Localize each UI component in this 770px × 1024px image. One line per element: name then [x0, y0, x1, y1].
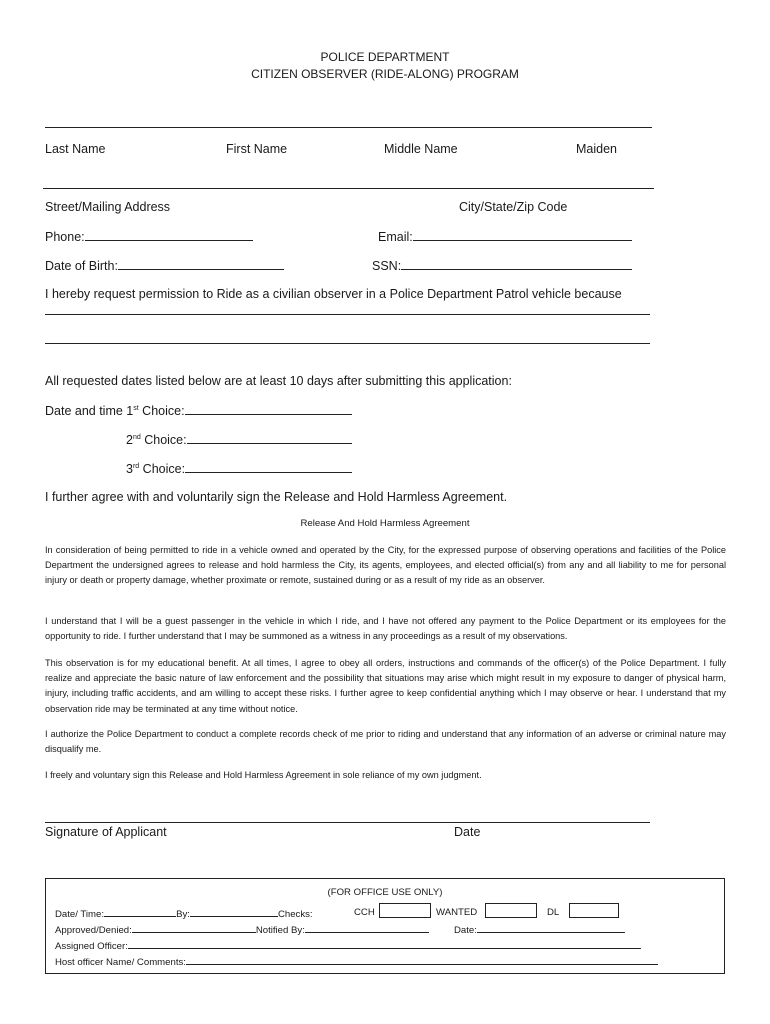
ssn-underline[interactable]: [401, 258, 632, 270]
middle-name-label: Middle Name: [384, 142, 458, 156]
office-cch-checkbox[interactable]: [379, 903, 431, 918]
choice-1-label: Choice:: [138, 404, 185, 418]
office-notified-underline[interactable]: [305, 923, 429, 933]
form-header-line2: CITIZEN OBSERVER (RIDE-ALONG) PROGRAM: [251, 67, 519, 81]
office-approved-underline[interactable]: [132, 923, 256, 933]
ssn-label: SSN:: [372, 259, 402, 273]
email-field[interactable]: [378, 229, 632, 244]
ssn-field[interactable]: [372, 258, 632, 273]
choice-3-label: Choice:: [139, 462, 186, 476]
phone-underline[interactable]: [85, 229, 253, 241]
request-statement: I hereby request permission to Ride as a civilian observer in a Police Department Patrol vehicle because: [45, 287, 622, 301]
maiden-name-label: Maiden: [576, 142, 617, 156]
choice-3-field[interactable]: [126, 461, 352, 476]
address-line[interactable]: [43, 188, 654, 189]
reason-line-1[interactable]: [45, 314, 650, 315]
city-state-zip-label: City/State/Zip Code: [459, 200, 568, 214]
street-address-label: Street/Mailing Address: [45, 200, 171, 214]
release-title: Release And Hold Harmless Agreement: [300, 518, 470, 529]
signature-label: Signature of Applicant: [45, 825, 167, 839]
office-dl-checkbox[interactable]: [569, 903, 619, 918]
choice-1-underline[interactable]: [185, 403, 352, 415]
choice-2-field[interactable]: [126, 432, 352, 447]
choice-2-label: Choice:: [140, 433, 187, 447]
office-by-label: By:: [176, 909, 190, 920]
office-wanted-label: WANTED: [436, 907, 478, 918]
office-wanted-checkbox[interactable]: [485, 903, 537, 918]
release-paragraph-4: I authorize the Police Department to conduct a complete records check of me prior to riding and understand that any information of an adverse or criminal nature may disqualify me.: [45, 729, 726, 755]
release-paragraph-3: This observation is for my educational benefit. At all times, I agree to obey all orders, instructions and commands of the officer(s) of the Police Department. I fully realize and appreciate the basic nature of law enforcement and the possibility that situations may arise which might result in my exposure to danger of physical harm, injury, including traffic accidents, and am willing to accept these risks. I further agree to keep confidential anything which I may observe or hear. I understand that my observation ride may be terminated at any time without notice.: [45, 658, 726, 714]
release-paragraph-1: In consideration of being permitted to ride in a vehicle owned and operated by the City, for the expressed purpose of observing operations and facilities of the Police Department the undersigned agrees to release and hold harmless the City, its agents, employees, and elected official(s) from any and all liability to me for personal injury or death or property damage, whether proximate or remote, sustained during or as a result of my ride as an observer.: [45, 545, 726, 586]
choice-2-prefix: 2: [126, 433, 133, 447]
office-notified-label: Notified By:: [255, 925, 305, 936]
office-approved-label: Approved/Denied:: [55, 925, 132, 936]
reason-line-2[interactable]: [45, 343, 650, 344]
dob-underline[interactable]: [118, 258, 284, 270]
office-date-field[interactable]: [454, 923, 625, 936]
release-paragraph-5: I freely and voluntary sign this Release and Hold Harmless Agreement in sole reliance of my own judgment.: [45, 770, 482, 780]
office-checks-label: Checks:: [277, 909, 313, 920]
choice-3-underline[interactable]: [185, 461, 352, 473]
choice-1-prefix: Date and time 1: [45, 404, 134, 418]
email-underline[interactable]: [413, 229, 632, 241]
name-line[interactable]: [45, 127, 652, 128]
release-paragraph-2: I understand that I will be a guest passenger in the vehicle in which I ride, and I have not offered any payment to the Police Department or its employees for the opportunity to ride. I further understand that I may be summoned as a witness in any proceedings as a result of my observations.: [45, 616, 726, 642]
last-name-label: Last Name: [45, 142, 106, 156]
office-date-time-field[interactable]: [55, 907, 313, 920]
office-date-time-underline[interactable]: [104, 907, 176, 917]
choice-1-sup: st: [133, 404, 139, 412]
office-assigned-underline[interactable]: [128, 939, 641, 949]
office-host-underline[interactable]: [186, 955, 658, 965]
office-approved-field[interactable]: [55, 923, 429, 936]
office-cch-label: CCH: [354, 907, 375, 918]
office-date-time-label: Date/ Time:: [55, 909, 105, 920]
dob-label: Date of Birth:: [45, 259, 118, 273]
email-label: Email:: [378, 230, 413, 244]
signature-date-label: Date: [454, 825, 481, 839]
choice-2-underline[interactable]: [187, 432, 352, 444]
office-date-label: Date:: [454, 925, 477, 936]
choice-1-field[interactable]: [45, 403, 352, 418]
choice-3-prefix: 3: [126, 462, 133, 476]
phone-label: Phone:: [45, 230, 85, 244]
office-by-underline[interactable]: [190, 907, 278, 917]
office-date-underline[interactable]: [477, 923, 625, 933]
office-dl-label: DL: [547, 907, 560, 918]
form-header-line1: POLICE DEPARTMENT: [320, 50, 450, 64]
choice-3-sup: rd: [132, 462, 140, 470]
phone-field[interactable]: [45, 229, 253, 244]
first-name-label: First Name: [226, 142, 288, 156]
signature-line[interactable]: [45, 822, 650, 823]
office-title: (FOR OFFICE USE ONLY): [327, 887, 443, 898]
office-host-field[interactable]: [55, 955, 658, 968]
dob-field[interactable]: [45, 258, 284, 273]
dates-intro: All requested dates listed below are at least 10 days after submitting this application:: [45, 374, 512, 388]
agree-statement: I further agree with and voluntarily sign the Release and Hold Harmless Agreement.: [45, 490, 508, 504]
office-assigned-field[interactable]: [55, 939, 641, 952]
office-use-box: [45, 878, 725, 974]
office-assigned-label: Assigned Officer:: [55, 941, 128, 952]
office-host-label: Host officer Name/ Comments:: [55, 957, 186, 968]
choice-2-sup: nd: [132, 433, 141, 441]
